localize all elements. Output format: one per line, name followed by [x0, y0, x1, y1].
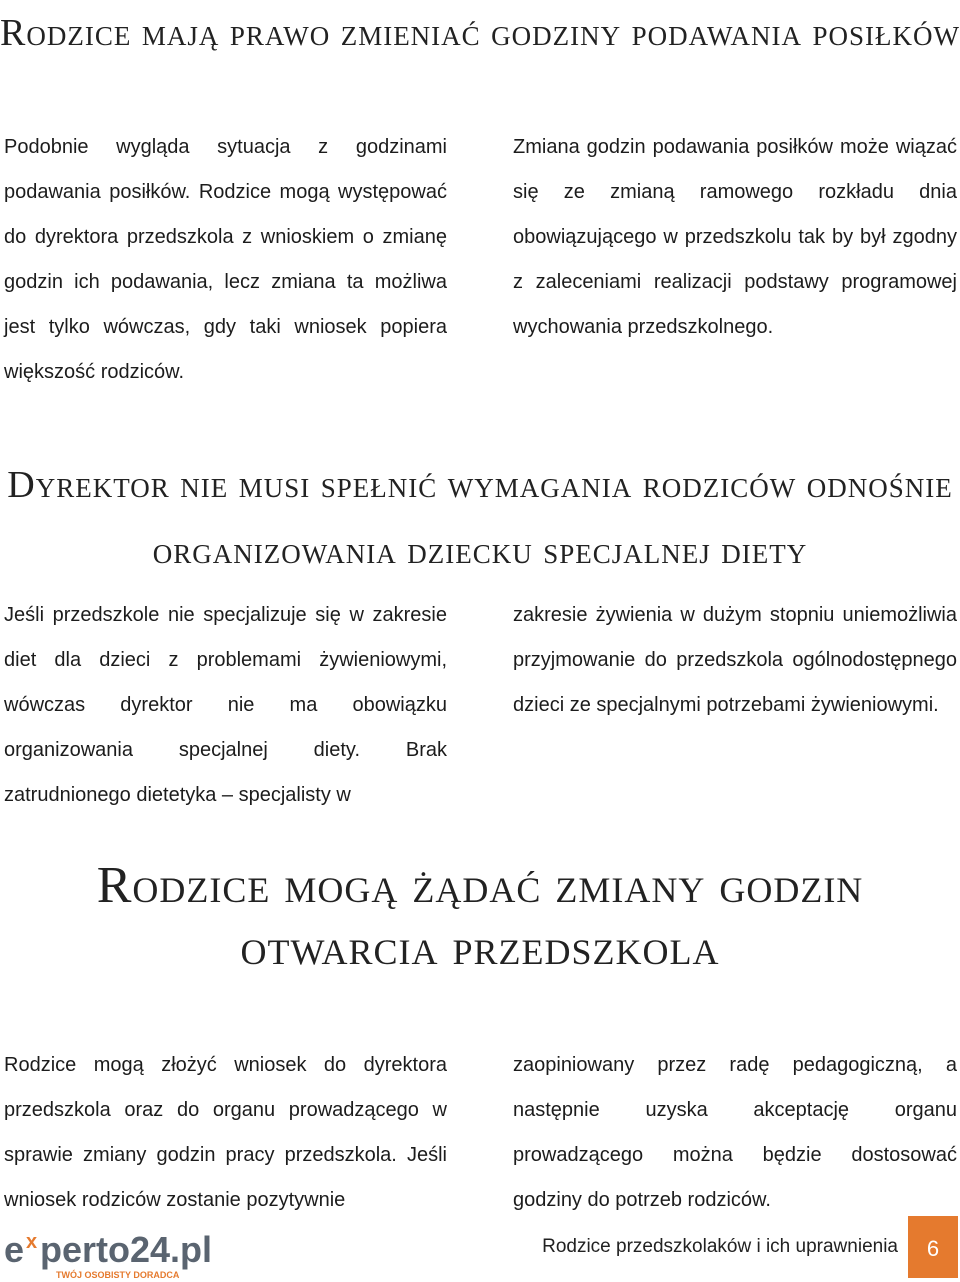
svg-text:TWÓJ OSOBISTY DORADCA: TWÓJ OSOBISTY DORADCA: [56, 1270, 180, 1280]
footer-document-title: Rodzice przedszkolaków i ich uprawnienia: [542, 1236, 898, 1257]
section-2-right-text: zakresie żywienia w dużym stopniu uniemożliwia przyjmowanie do przedszkola ogólnodostępnego dzieci ze specjalnymi potrzebami żywieniowymi.: [513, 604, 957, 716]
svg-text:e: e: [4, 1229, 25, 1270]
section-heading-opening-hours: Rodzice mogą żądać zmiany godzin otwarcia przedszkola: [96, 857, 864, 976]
section-2-left-text: Jeśli przedszkole nie specjalizuje się w zakresie diet dla dzieci z problemami żywieniowymi, wówczas dyrektor nie ma obowiązku organizowania specjalnej diety. Brak zatrudnionego dietetyka – specjalisty w: [4, 604, 447, 806]
section-3-right-text: zaopiniowany przez radę pedagogiczną, a następnie uzyska akceptację organu prowadzącego można będzie dostosować godziny do potrzeb rodziców.: [513, 1054, 957, 1211]
page-number-badge: 6: [908, 1216, 958, 1278]
page-footer: [0, 1216, 960, 1282]
section-1-right-text: Zmiana godzin podawania posiłków może wiązać się ze zmianą ramowego rozkładu dnia obowiązującego w przedszkolu tak by był zgodny z zaleceniami realizacji podstawy programowej wychowania przedszkolnego.: [513, 136, 957, 338]
section-heading-special-diet: Dyrektor nie musi spełnić wymagania rodziców odnośnie organizowania dziecku specjalnej diety: [7, 464, 953, 572]
section-3-left-text: Rodzice mogą złożyć wniosek do dyrektora przedszkola oraz do organu prowadzącego w sprawie zmiany godzin pracy przedszkola. Jeśli wniosek rodziców zostanie pozytywnie: [4, 1054, 447, 1211]
experto24-logo: [4, 1228, 244, 1280]
section-heading-meal-hours: Rodzice mają prawo zmieniać godziny podawania posiłków: [0, 12, 960, 54]
svg-text:perto24.pl: perto24.pl: [40, 1229, 213, 1270]
svg-text:x: x: [26, 1231, 38, 1253]
section-1-left-text: Podobnie wygląda sytuacja z godzinami podawania posiłków. Rodzice mogą występować do dyrektora przedszkola z wnioskiem o zmianę godzin ich podawania, lecz zmiana ta możliwa jest tylko wówczas, gdy taki wniosek popiera większość rodziców.: [4, 136, 447, 383]
